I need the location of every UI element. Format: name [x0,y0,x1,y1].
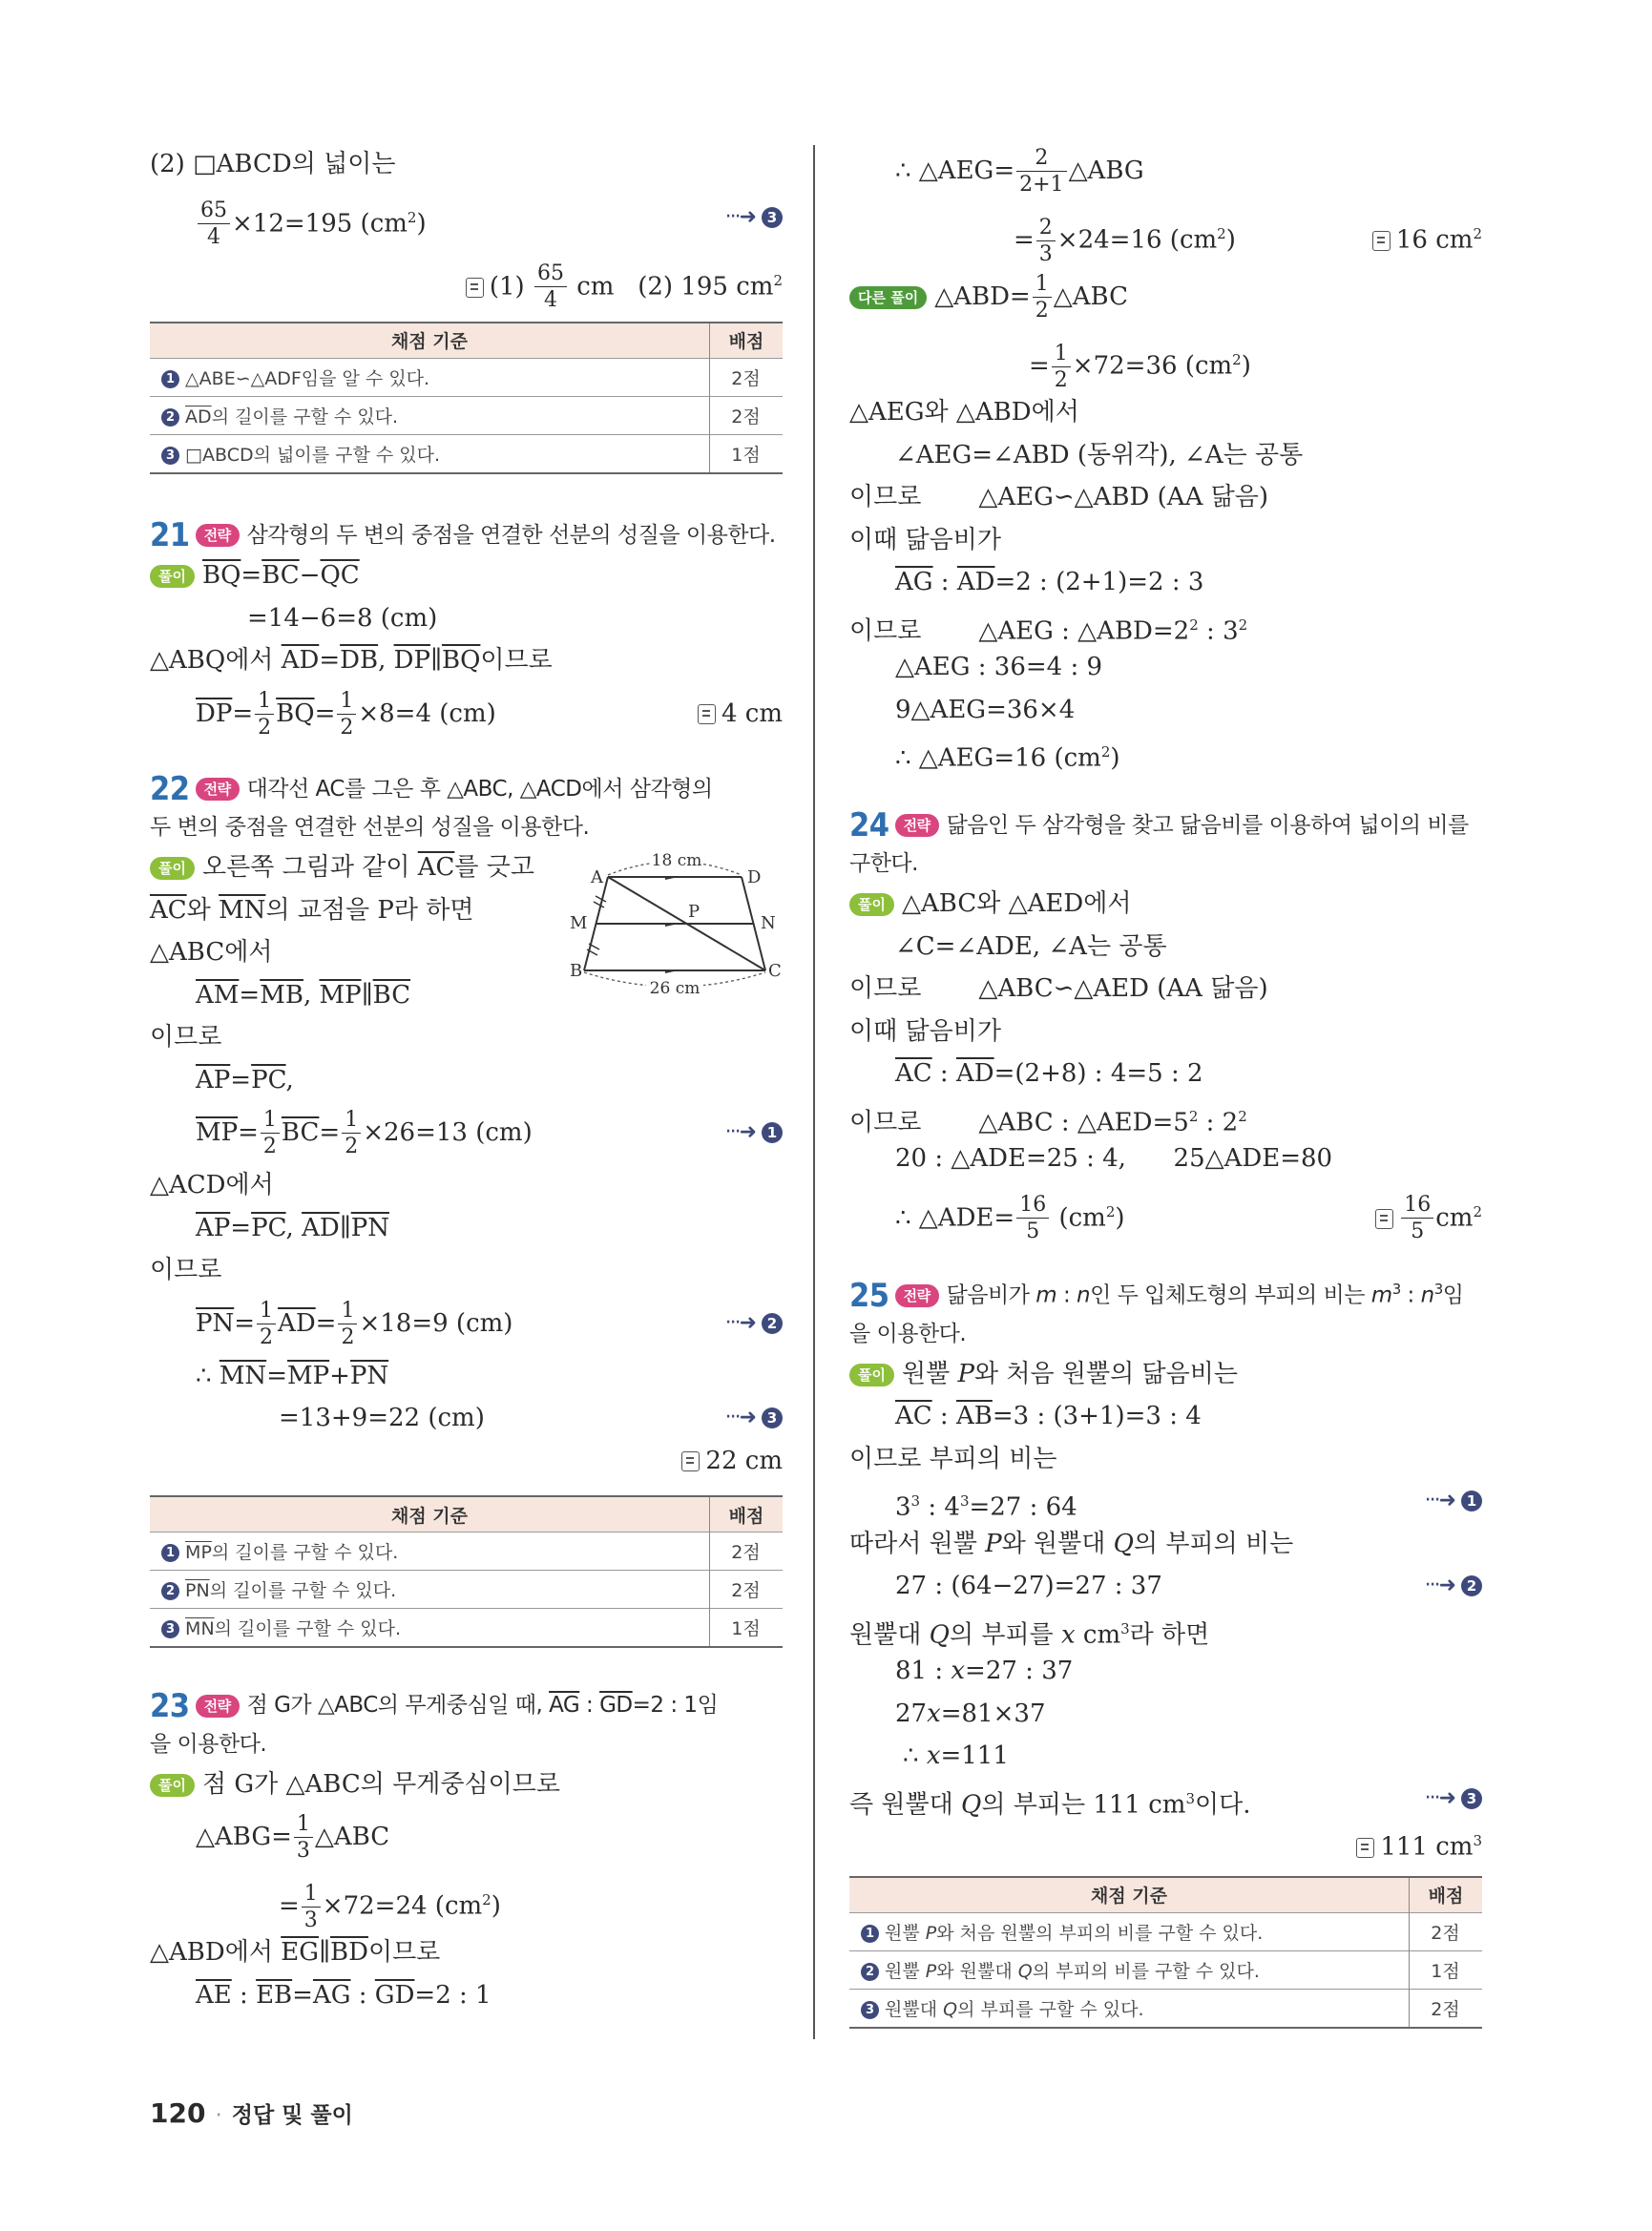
p22-line4: $\overline{AM}=\overline{MB}$, $\overline{MP}\parallel\overline{BC}$ [196,980,411,1010]
p21-line2: =14−6=8 (cm) [247,603,438,633]
step-marker-3: ···➜ 3 [725,1397,783,1440]
answer-icon [698,704,716,724]
p23c-line13: ∴ △AEG=16 $(cm^2)$ [895,743,1120,773]
svg-text:26 cm: 26 cm [649,979,701,998]
p20-calc: $\frac{65}{4}$ ×12=195 $(cm^2)$ ···➜ 3 [150,186,783,249]
p22-line10: 이므로 [150,1256,222,1284]
p21-line1: 풀이 $\overline{BQ}=\overline{BC}-\overline{QC}$ [150,554,783,597]
answer-icon [681,1451,700,1471]
left-column [150,143,783,2016]
problem-21-header: 21 전략 삼각형의 두 변의 중점을 연결한 선분의 성질을 이용한다. [150,516,776,554]
p25-line8: 81 : x=27 : 37 [895,1657,1074,1686]
svg-text:N: N [761,913,776,933]
p22-line12: ∴ $\overline{MN}=\overline{MP}+\overline{PN}$ [196,1361,389,1390]
problem-25-header: 25 전략 닮음비가 m : n인 두 입체도형의 부피의 비는 $m^3$ : $n^3$임 [849,1276,1464,1315]
problem-24-header: 24 전략 닮음인 두 삼각형을 찾고 닮음비를 이용하여 넓이의 비를 [849,806,1469,844]
p22-line1: 풀이 오른쪽 그림과 같이 $\overline{AC}$를 긋고 [150,846,783,889]
p23c-line10: 이므로 △AEG : $\triangle ABD=2^2$ : $3^2$ [849,615,1248,646]
answer-icon [466,278,484,298]
problem-23-header-2: 을 이용한다. [150,1731,267,1757]
page-number: 120 [150,2097,206,2129]
step-marker-3: ···➜ 3 [725,186,783,249]
p23c-line4: = $\frac{1}{2}$ ×72=36 $(cm^2)$ [1029,341,1251,392]
grading-table-25: 채점 기준 배점 1 원뿔 P와 처음 원뿔의 부피의 비를 구할 수 있다. 2점 2 원뿔 P와 원뿔대 Q의 부피의 비를 구할 수 있다. 1점 3 원뿔대 Q의 부피를 구할 수 있다. 2점 [849,1876,1482,2029]
svg-text:B: B [570,961,583,981]
p25-line7: 원뿔대 Q의 부피를 x $cm^3$라 하면 [849,1619,1210,1650]
p23-line4: △ABD에서 $\overline{EG}\parallel\overline{BD}$이므로 [150,1938,441,1967]
step-marker-1: ···➜ 1 [725,1101,783,1164]
p23c-line8: 이때 닮음비가 [849,525,1001,554]
p24-line4: 이때 닮음비가 [849,1016,1001,1046]
problem-25-header-2: 을 이용한다. [849,1321,967,1346]
svg-text:P: P [688,902,701,922]
svg-text:C: C [768,961,782,981]
p23c-line2: = $\frac{2}{3}$ ×24=16 $(cm^2)$ 16 $cm^2$ [849,202,1482,265]
page-footer: 120 · 정답 및 풀이 [150,2097,353,2129]
p22-line5: 이므로 [150,1023,222,1052]
p25-line4: $3^3$ : $4^3=27$ : 64 ···➜ 1 [849,1480,1482,1523]
p24-line3: 이므로 △ABC∽△AED (AA 닮음) [849,974,1268,1003]
svg-text:A: A [591,867,603,887]
p22-line2: $\overline{AC}$와 $\overline{MN}$의 교점을 P라 하면 [150,895,474,925]
p21-line4: $\overline{DP}=$ $\frac{1}{2}$ $\overline{BQ}=$ $\frac{1}{2}$ ×8=4 (cm) 4 cm [150,682,783,745]
problem-22-header-2: 두 변의 중점을 연결한 선분의 성질을 이용한다. [150,815,590,840]
step-marker-1: ···➜ 1 [1425,1480,1482,1523]
p24-line6: 이므로 △ABC : $\triangle AED=5^2$ : $2^2$ [849,1107,1247,1137]
table-row: 1 △ABE∽△ADF임을 알 수 있다. 2점 [150,358,783,396]
p23-line2: △ABG= $\frac{1}{3}$ △ABC [196,1812,390,1863]
p22-line11: $\overline{PN}=$ $\frac{1}{2}$ $\overline{AD}=$ $\frac{1}{2}$ ×18=9 (cm) ···➜ 2 [150,1292,783,1355]
p22-line6: $\overline{AP}=\overline{PC}$, [196,1065,294,1095]
grading-table-22: 채점 기준 배점 1 $\overline{MP}$의 길이를 구할 수 있다. 2점 2 $\overline{PN}$의 길이를 구할 수 있다. 2점 3 $\overline{MN}$의 길이를 구할 수 있다. 1점 [150,1495,783,1648]
p24-line5: $\overline{AC}$ : $\overline{AD}=(2+8)$ : 4=5 : 2 [895,1059,1203,1088]
table-row: 3 원뿔대 Q의 부피를 구할 수 있다. 2점 [849,1989,1482,2028]
p23c-line3: 다른 풀이 △ABD= $\frac{1}{2}$ △ABC [849,265,1482,328]
answer-icon [1356,1838,1374,1858]
p23c-line6: ∠AEG=∠ABD (동위각), ∠A는 공통 [895,440,1304,469]
right-column [849,139,1482,2029]
p25-line9: 27x=81×37 [895,1699,1046,1728]
footer-title: 정답 및 풀이 [231,2103,353,2128]
p24-answer: $\frac{16}{5}$ $cm^2$ [1375,1180,1482,1250]
svg-text:M: M [570,913,588,933]
p20-part2-line: (2) □ABCD의 넓이는 [150,150,396,178]
p23c-line5: △AEG와 △ABD에서 [849,398,1079,427]
p23-line3: = $\frac{1}{3}$ ×72=24 $(cm^2)$ [279,1881,501,1932]
p25-line2: $\overline{AC}$ : $\overline{AB}=3$ : (3+1)=3 : 4 [895,1402,1202,1431]
table-row: 2 $\overline{PN}$의 길이를 구할 수 있다. 2점 [150,1571,783,1609]
p23c-line11: △AEG : 36=4 : 9 [895,653,1103,681]
table-row: 3 $\overline{MN}$의 길이를 구할 수 있다. 1점 [150,1609,783,1648]
table-row: 3 □ABCD의 넓이를 구할 수 있다. 1점 [150,434,783,473]
p23-answer: 16 $cm^2$ [1372,202,1482,272]
p25-line11: 즉 원뿔대 Q의 부피는 111 $cm^3$이다. ···➜ 3 [849,1778,1482,1821]
p23c-line12: 9△AEG=36×4 [895,695,1076,724]
p22-line8: △ACD에서 [150,1171,274,1199]
p23c-line9: $\overline{AG}$ : $\overline{AD}=2$ : (2+1)=2 : 3 [895,568,1204,596]
p22-line3: △ABC에서 [150,938,273,967]
p25-line5: 따라서 원뿔 P와 원뿔대 Q의 부피의 비는 [849,1529,1294,1558]
problem-22-header: 22 전략 대각선 AC를 그은 후 △ABC, △ACD에서 삼각형의 [150,770,713,808]
table-row: 1 원뿔 P와 처음 원뿔의 부피의 비를 구할 수 있다. 2점 [849,1912,1482,1950]
p22-answer: 22 cm [150,1440,783,1483]
p24-line7: 20 : △ADE=25 : 4, 25△ADE=80 [895,1144,1333,1173]
p23c-line1: ∴ △AEG= $\frac{2}{2+1}$ △ABG [895,146,1144,197]
p24-line2: ∠C=∠ADE, ∠A는 공통 [895,931,1167,961]
svg-text:18 cm: 18 cm [651,851,702,870]
table-row: 2 원뿔 P와 원뿔대 Q의 부피의 비를 구할 수 있다. 1점 [849,1950,1482,1989]
problem-23-header: 23 전략 점 G가 △ABC의 무게중심일 때, $\overline{AG}$ : $\overline{GD}=2$ : 1임 [150,1686,719,1725]
p25-line3: 이므로 부피의 비는 [849,1444,1057,1473]
answer-icon [1372,231,1391,251]
p25-line1: 풀이 원뿔 P와 처음 원뿔의 닮음비는 [849,1353,1482,1396]
p22-line9: $\overline{AP}=\overline{PC}$, $\overline{AD}\parallel\overline{PN}$ [196,1213,389,1242]
p20-answer: (1) $\frac{65}{4}$ cm (2) 195 $cm^2$ [150,249,783,312]
p25-answer: 111 $cm^3$ [849,1820,1482,1863]
p22-body [150,846,783,1482]
p25-line10: ∴ x=111 [903,1741,1009,1771]
p23c-line7: 이므로 △AEG∽△ABD (AA 닮음) [849,483,1268,511]
column-divider [813,145,815,2039]
p24-line1: 풀이 △ABC와 △AED에서 [849,883,1482,926]
step-marker-2: ···➜ 2 [1425,1565,1482,1608]
p24-line8: ∴ △ADE= $\frac{16}{5}$ $(cm^2)$ $\frac{16}{5}$ $cm^2$ [849,1180,1482,1243]
p22-line7: $\overline{MP}=$ $\frac{1}{2}$ $\overline{BC}=$ $\frac{1}{2}$ ×26=13 (cm) ···➜ 1 [150,1101,783,1164]
svg-text:D: D [747,867,762,887]
p21-line3: △ABQ에서 $\overline{AD}=\overline{DB}$, $\overline{DP}\parallel\overline{BQ}$이므로 [150,646,553,675]
problem-24-header-2: 구한다. [849,851,918,876]
p22-line13: =13+9=22 (cm) ···➜ 3 [150,1397,783,1440]
grading-table-20: 채점 기준 배점 1 △ABE∽△ADF임을 알 수 있다. 2점 2 $\overline{AD}$의 길이를 구할 수 있다. 2점 3 □ABCD의 넓이를 구할 수 있다. 1점 [150,322,783,474]
step-marker-2: ···➜ 2 [725,1292,783,1355]
p21-answer: 4 cm [698,682,783,745]
step-marker-3: ···➜ 3 [1425,1778,1482,1821]
p23-line5: $\overline{AE}$ : $\overline{EB}=\overline{AG}$ : $\overline{GD}=2$ : 1 [196,1980,491,2010]
table-row: 2 $\overline{AD}$의 길이를 구할 수 있다. 2점 [150,396,783,434]
p23-line1: 풀이 점 G가 △ABC의 무게중심이므로 [150,1763,783,1806]
table-row: 1 $\overline{MP}$의 길이를 구할 수 있다. 2점 [150,1533,783,1571]
p25-line6: 27 : (64−27)=27 : 37 ···➜ 2 [849,1565,1482,1608]
answer-icon [1375,1209,1393,1229]
